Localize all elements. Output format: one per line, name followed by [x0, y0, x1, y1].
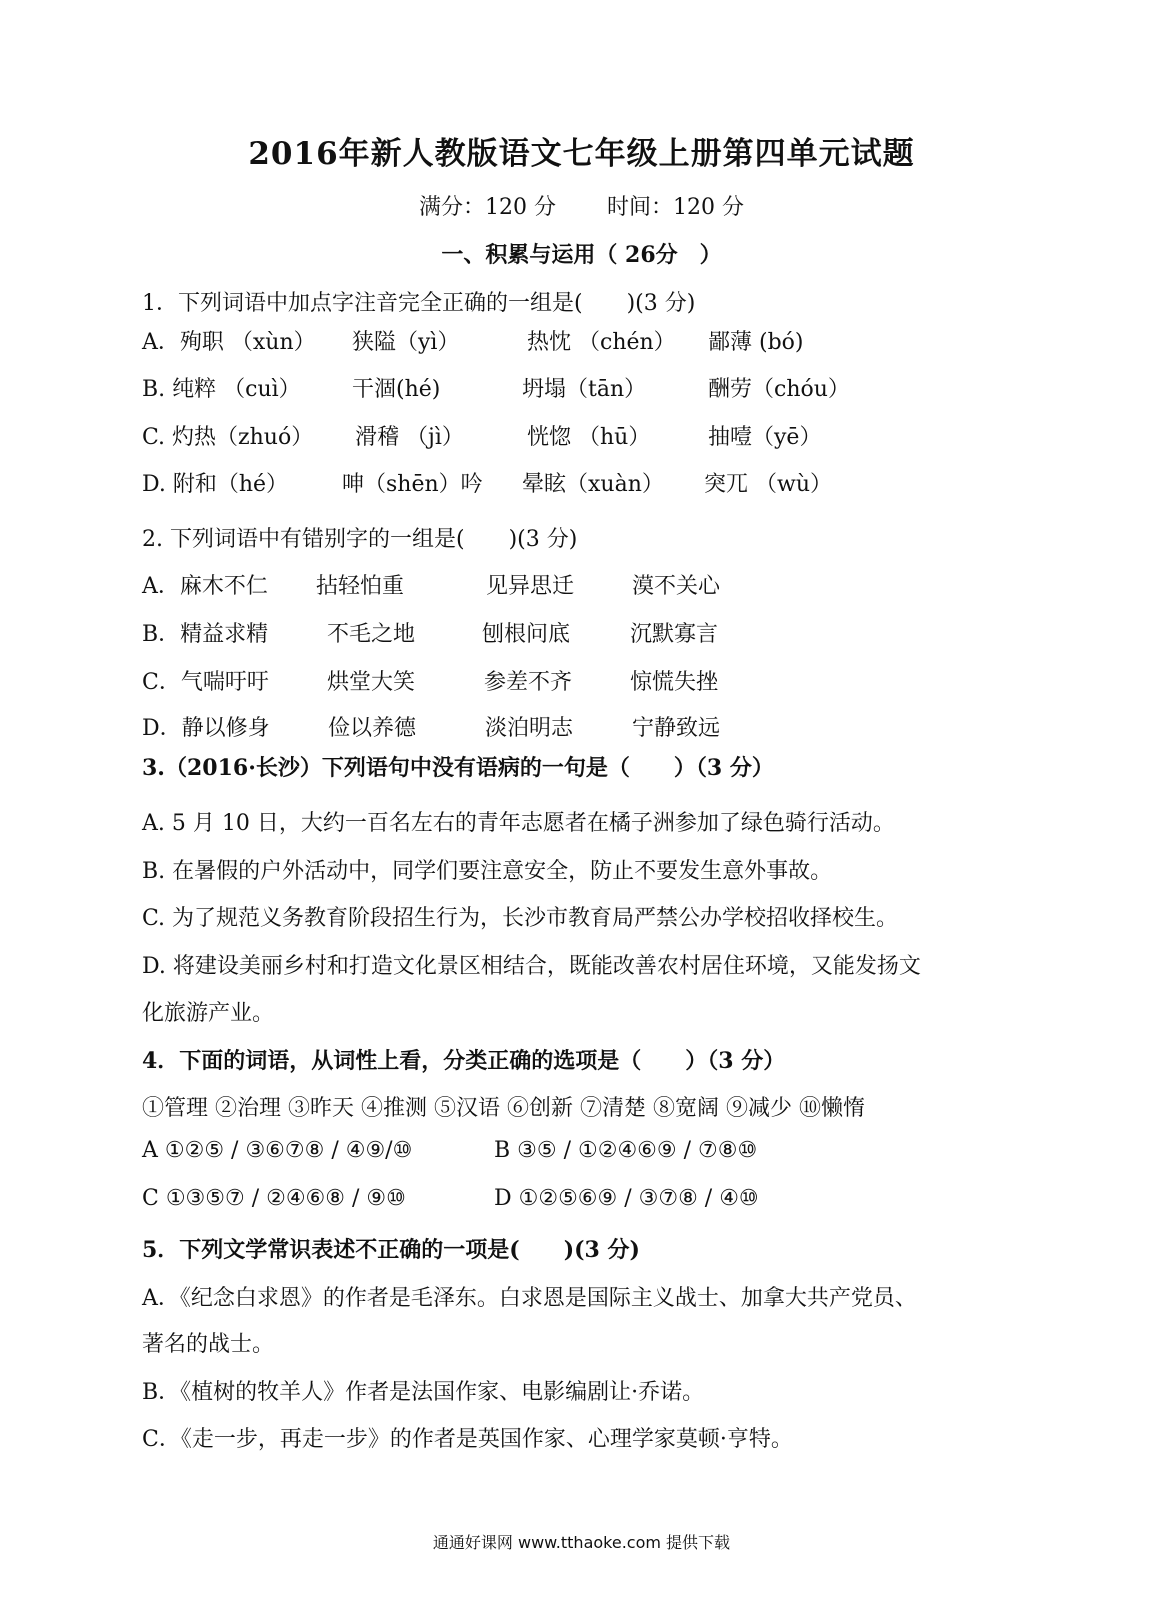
- q5-option-a-line1: A．《纪念白求恩》的作者是毛泽东。白求恩是国际主义战士、加拿大共产党员、: [142, 1286, 917, 1311]
- q2-b-1: B．精益求精: [142, 622, 269, 647]
- q1-d-4: 突兀 （wù）: [704, 472, 832, 497]
- q5-option-c: C．《走一步，再走一步》的作者是英国作家、心理学家莫顿·亨特。: [142, 1427, 793, 1452]
- q2-c-4: 惊慌失挫: [630, 670, 719, 695]
- q1-a-1: A．殉职 （xùn）: [142, 330, 316, 355]
- q1-c-2: 滑稽 （jì）: [355, 425, 464, 450]
- q4-stem: 4．下面的词语，从词性上看，分类正确的选项是（ ）（3 分）: [142, 1048, 786, 1074]
- q1-c-4: 抽噎（yē）: [708, 425, 822, 450]
- q3-option-b: B. 在暑假的户外活动中，同学们要注意安全，防止不要发生意外事故。: [142, 859, 833, 884]
- q1-a-4: 鄙薄 (bó): [708, 330, 804, 355]
- q3-stem: 3.（2016·长沙）下列语句中没有语病的一句是（ ）（3 分）: [142, 755, 774, 781]
- q2-d-1: D．静以修身: [142, 716, 270, 741]
- exam-title: 2016年新人教版语文七年级上册第四单元试题: [248, 136, 915, 172]
- q1-c-1: C. 灼热（zhuó）: [142, 425, 314, 450]
- q3-option-a: A. 5 月 10 日，大约一百名左右的青年志愿者在橘子洲参加了绿色骑行活动。: [142, 811, 895, 836]
- q2-a-3: 见异思迁: [486, 574, 575, 599]
- exam-subtitle: [0, 190, 1163, 221]
- q2-c-3: 参差不齐: [484, 670, 573, 695]
- q5-stem: 5．下列文学常识表述不正确的一项是( )(3 分): [142, 1237, 640, 1263]
- q1-b-1: B. 纯粹 （cuì）: [142, 377, 301, 402]
- q2-stem: 2. 下列词语中有错别字的一组是( )(3 分): [142, 527, 578, 552]
- q2-c-2: 烘堂大笑: [327, 670, 416, 695]
- q2-d-4: 宁静致远: [632, 716, 721, 741]
- q1-a-3: 热忱 （chén）: [527, 330, 676, 355]
- section-heading-1: 一、积累与运用（ 26分 ）: [441, 242, 722, 268]
- q3-option-d-line2: 化旅游产业。: [142, 1001, 275, 1026]
- q1-a-2: 狭隘（yì）: [352, 330, 460, 355]
- full-score: 满分：120 分: [419, 195, 556, 220]
- q4-option-b: B ③⑤ / ①②④⑥⑨ / ⑦⑧⑩: [494, 1138, 758, 1163]
- q1-b-3: 坍塌（tān）: [522, 377, 647, 402]
- q4-option-d: D ①②⑤⑥⑨ / ③⑦⑧ / ④⑩: [494, 1186, 759, 1211]
- exam-time: 时间：120 分: [607, 195, 744, 220]
- q1-d-1: D. 附和（hé）: [142, 472, 289, 497]
- q2-a-4: 漠不关心: [632, 574, 721, 599]
- q2-b-2: 不毛之地: [327, 622, 416, 647]
- q2-b-4: 沉默寡言: [630, 622, 719, 647]
- q4-words: ①管理 ②治理 ③昨天 ④推测 ⑤汉语 ⑥创新 ⑦清楚 ⑧宽阔 ⑨减少 ⑩懒惰: [142, 1096, 865, 1121]
- q2-a-1: A．麻木不仁: [142, 574, 268, 599]
- q1-d-2: 呻（shēn）吟: [342, 472, 483, 497]
- q1-d-3: 晕眩（xuàn）: [522, 472, 664, 497]
- q5-option-a-line2: 著名的战士。: [142, 1332, 275, 1357]
- q5-option-b: B．《植树的牧羊人》作者是法国作家、电影编剧让·乔诺。: [142, 1380, 705, 1405]
- q3-option-c: C. 为了规范义务教育阶段招生行为，长沙市教育局严禁公办学校招收择校生。: [142, 906, 899, 931]
- page-footer: 通通好课网 www.tthaoke.com 提供下载: [432, 1533, 731, 1552]
- q2-b-3: 刨根问底: [482, 622, 571, 647]
- q2-c-1: C．气喘吁吁: [142, 670, 269, 695]
- q2-a-2: 拈轻怕重: [316, 574, 405, 599]
- q2-d-3: 淡泊明志: [485, 716, 574, 741]
- q1-stem: 1．下列词语中加点字注音完全正确的一组是( )(3 分): [142, 291, 696, 316]
- q1-b-4: 酬劳（chóu）: [708, 377, 850, 402]
- q4-option-c: C ①③⑤⑦ / ②④⑥⑧ / ⑨⑩: [142, 1186, 406, 1211]
- q3-option-d-line1: D. 将建设美丽乡村和打造文化景区相结合，既能改善农村居住环境，又能发扬文: [142, 954, 921, 979]
- q4-option-a: A ①②⑤ / ③⑥⑦⑧ / ④⑨/⑩: [142, 1138, 413, 1163]
- q1-b-2: 干涸(hé): [352, 377, 441, 402]
- q1-c-3: 恍惚 （hū）: [527, 425, 651, 450]
- q2-d-2: 俭以养德: [328, 716, 417, 741]
